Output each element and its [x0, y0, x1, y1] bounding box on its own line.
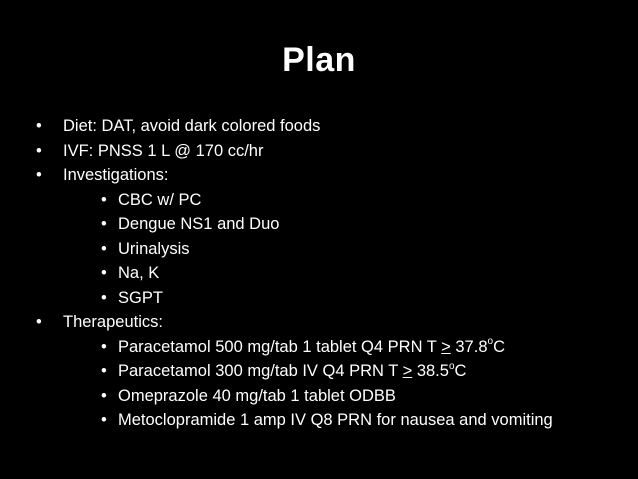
bullet-icon: • [101, 362, 107, 380]
list-item [0, 212, 638, 237]
text-segment: C [493, 337, 505, 356]
degree-superscript: o [487, 336, 494, 347]
list-item-text: Dengue NS1 and Duo [118, 215, 280, 233]
list-item [0, 261, 638, 286]
list-item-text: SGPT [118, 288, 163, 307]
comparison-symbol: > [402, 362, 413, 380]
bullet-icon: • [36, 117, 42, 135]
degree-superscript: o [448, 360, 455, 372]
list-item-text [118, 359, 466, 384]
list-item [0, 163, 638, 188]
text-segment: Paracetamol 300 mg/tab IV Q4 PRN T [118, 362, 403, 380]
comparison-symbol: > [441, 337, 451, 356]
list-item-text: Investigations: [63, 166, 169, 184]
list-item [0, 408, 638, 433]
bullet-list [0, 114, 638, 433]
bullet-icon: • [101, 264, 107, 282]
list-item [0, 310, 638, 335]
list-item [0, 384, 638, 409]
bullet-icon: • [101, 190, 107, 209]
text-segment: Paracetamol 500 mg/tab 1 tablet Q4 PRN T [118, 337, 442, 356]
text-segment: 37.8 [450, 337, 488, 356]
list-item-text [118, 335, 505, 360]
bullet-icon: • [36, 141, 42, 160]
list-item [0, 188, 638, 213]
bullet-icon: • [101, 239, 107, 258]
list-item-text: Urinalysis [118, 239, 190, 258]
text-segment: C [454, 362, 467, 380]
list-item [0, 114, 638, 139]
list-item-text: CBC w/ PC [118, 190, 202, 209]
list-item-text: IVF: PNSS 1 L @ 170 cc/hr [63, 141, 264, 160]
bullet-icon: • [101, 337, 107, 356]
list-item [0, 335, 638, 360]
list-item-text: Omeprazole 40 mg/tab 1 tablet ODBB [118, 386, 396, 405]
list-item [0, 359, 638, 384]
bullet-icon: • [36, 313, 42, 331]
list-item [0, 286, 638, 311]
list-item-text: Metoclopramide 1 amp IV Q8 PRN for nausea and vomiting [118, 411, 553, 429]
bullet-icon: • [36, 166, 42, 184]
list-item-text: Na, K [118, 264, 160, 282]
slide-title: Plan [282, 41, 356, 79]
bullet-icon: • [101, 288, 107, 307]
list-item [0, 139, 638, 164]
list-item [0, 237, 638, 262]
list-item-text: Therapeutics: [63, 313, 163, 331]
bullet-icon: • [101, 215, 107, 233]
list-item-text: Diet: DAT, avoid dark colored foods [63, 117, 321, 135]
text-segment: 38.5 [412, 362, 449, 380]
bullet-icon: • [101, 386, 107, 405]
bullet-icon: • [101, 411, 107, 429]
